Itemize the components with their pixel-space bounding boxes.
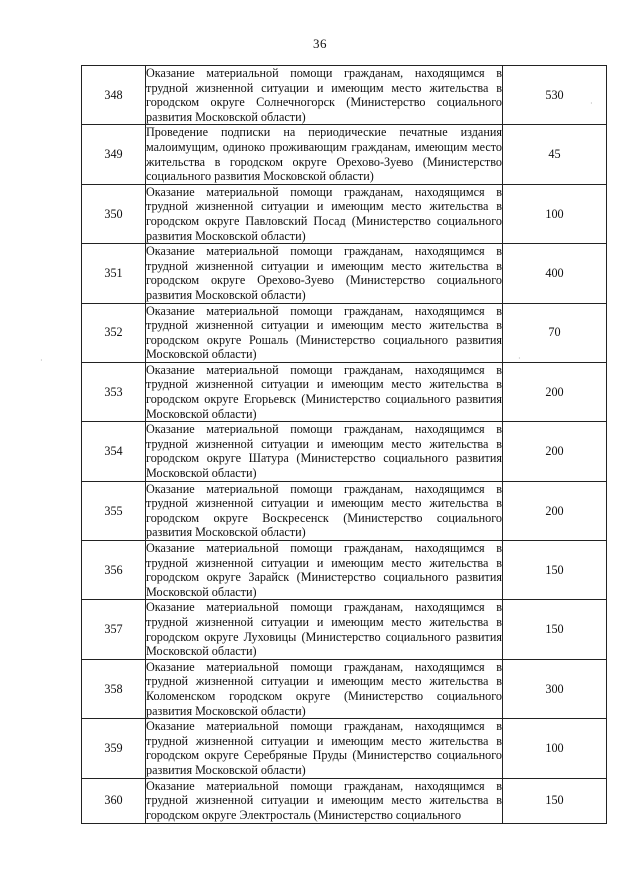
row-amount: 150 — [503, 778, 607, 823]
row-description: Оказание материальной помощи гражданам, находящимся в трудной жизненной ситуации и имеющим место жительства в Коломенском городском округе (Министерство социального развития Московской области) — [146, 659, 502, 718]
row-description: Оказание материальной помощи гражданам, находящимся в трудной жизненной ситуации и имеющим место жительства в городском округе Солнечногорск (Министерство социального развития Московской области) — [146, 66, 502, 124]
row-number: 360 — [82, 778, 146, 823]
row-number: 353 — [82, 362, 146, 421]
row-number: 356 — [82, 541, 146, 600]
table-row — [82, 481, 607, 540]
row-amount: 100 — [503, 719, 607, 778]
row-description: Оказание материальной помощи гражданам, находящимся в трудной жизненной ситуации и имеющим место жительства в городском округе Серебряные Пруды (Министерство социального развития Московской области) — [146, 719, 502, 777]
scan-speck: · — [590, 99, 593, 108]
table-row — [82, 184, 607, 243]
row-number: 352 — [82, 303, 146, 362]
row-number: 350 — [82, 184, 146, 243]
table-row — [82, 244, 607, 303]
row-amount: 45 — [503, 125, 607, 184]
row-description: Оказание материальной помощи гражданам, находящимся в трудной жизненной ситуации и имеющим место жительства в городском округе Электросталь (Министерство социального — [146, 778, 502, 822]
table-row — [82, 778, 607, 823]
page-number: 36 — [313, 36, 327, 51]
row-description: Оказание материальной помощи гражданам, находящимся в трудной жизненной ситуации и имеющим место жительства в городском округе Зарайск (Министерство социального развития Московской области) — [146, 541, 502, 599]
row-amount: 200 — [503, 362, 607, 421]
allocation-table — [81, 65, 607, 824]
table-row — [82, 125, 607, 184]
row-number: 358 — [82, 659, 146, 718]
row-amount: 70 — [503, 303, 607, 362]
scan-speck: · — [518, 354, 521, 363]
scan-speck: · — [40, 356, 43, 365]
row-description: Оказание материальной помощи гражданам, находящимся в трудной жизненной ситуации и имеющим место жительства в городском округе Павловский Посад (Министерство социального развития Московской области) — [146, 184, 502, 243]
row-number: 359 — [82, 719, 146, 778]
table-row — [82, 659, 607, 718]
row-number: 355 — [82, 481, 146, 540]
table-row — [82, 719, 607, 778]
table-row — [82, 422, 607, 481]
row-description: Оказание материальной помощи гражданам, находящимся в трудной жизненной ситуации и имеющим место жительства в городском округе Рошаль (Министерство социального развития Московской области) — [146, 303, 502, 362]
row-number: 357 — [82, 600, 146, 659]
row-description: Оказание материальной помощи гражданам, находящимся в трудной жизненной ситуации и имеющим место жительства в городском округе Шатура (Министерство социального развития Московской области) — [146, 422, 502, 481]
row-number: 348 — [82, 66, 146, 125]
table-row — [82, 362, 607, 421]
row-amount: 200 — [503, 422, 607, 481]
row-description: Оказание материальной помощи гражданам, находящимся в трудной жизненной ситуации и имеющим место жительства в городском округе Орехово-Зуево (Министерство социального развития Московской области) — [146, 244, 502, 302]
row-description: Проведение подписки на периодические печатные издания малоимущим, одиноко проживающим гражданам, имеющим место жительства в городском округе Орехово-Зуево (Министерство социального развития Московской области) — [146, 125, 502, 184]
row-description: Оказание материальной помощи гражданам, находящимся в трудной жизненной ситуации и имеющим место жительства в городском округе Воскресенск (Министерство социального развития Московской области) — [146, 481, 502, 540]
row-description: Оказание материальной помощи гражданам, находящимся в трудной жизненной ситуации и имеющим место жительства в городском округе Егорьевск (Министерство социального развития Московской области) — [146, 362, 502, 421]
table-row — [82, 600, 607, 659]
row-amount: 150 — [503, 541, 607, 600]
row-description: Оказание материальной помощи гражданам, находящимся в трудной жизненной ситуации и имеющим место жительства в городском округе Луховицы (Министерство социального развития Московской области) — [146, 600, 502, 659]
row-amount: 150 — [503, 600, 607, 659]
row-number: 354 — [82, 422, 146, 481]
row-number: 351 — [82, 244, 146, 303]
row-number: 349 — [82, 125, 146, 184]
table-row — [82, 303, 607, 362]
row-amount: 300 — [503, 659, 607, 718]
table-row — [82, 541, 607, 600]
row-amount: 200 — [503, 481, 607, 540]
table-row — [82, 66, 607, 125]
row-amount: 530 — [503, 66, 607, 125]
row-amount: 100 — [503, 184, 607, 243]
row-amount: 400 — [503, 244, 607, 303]
